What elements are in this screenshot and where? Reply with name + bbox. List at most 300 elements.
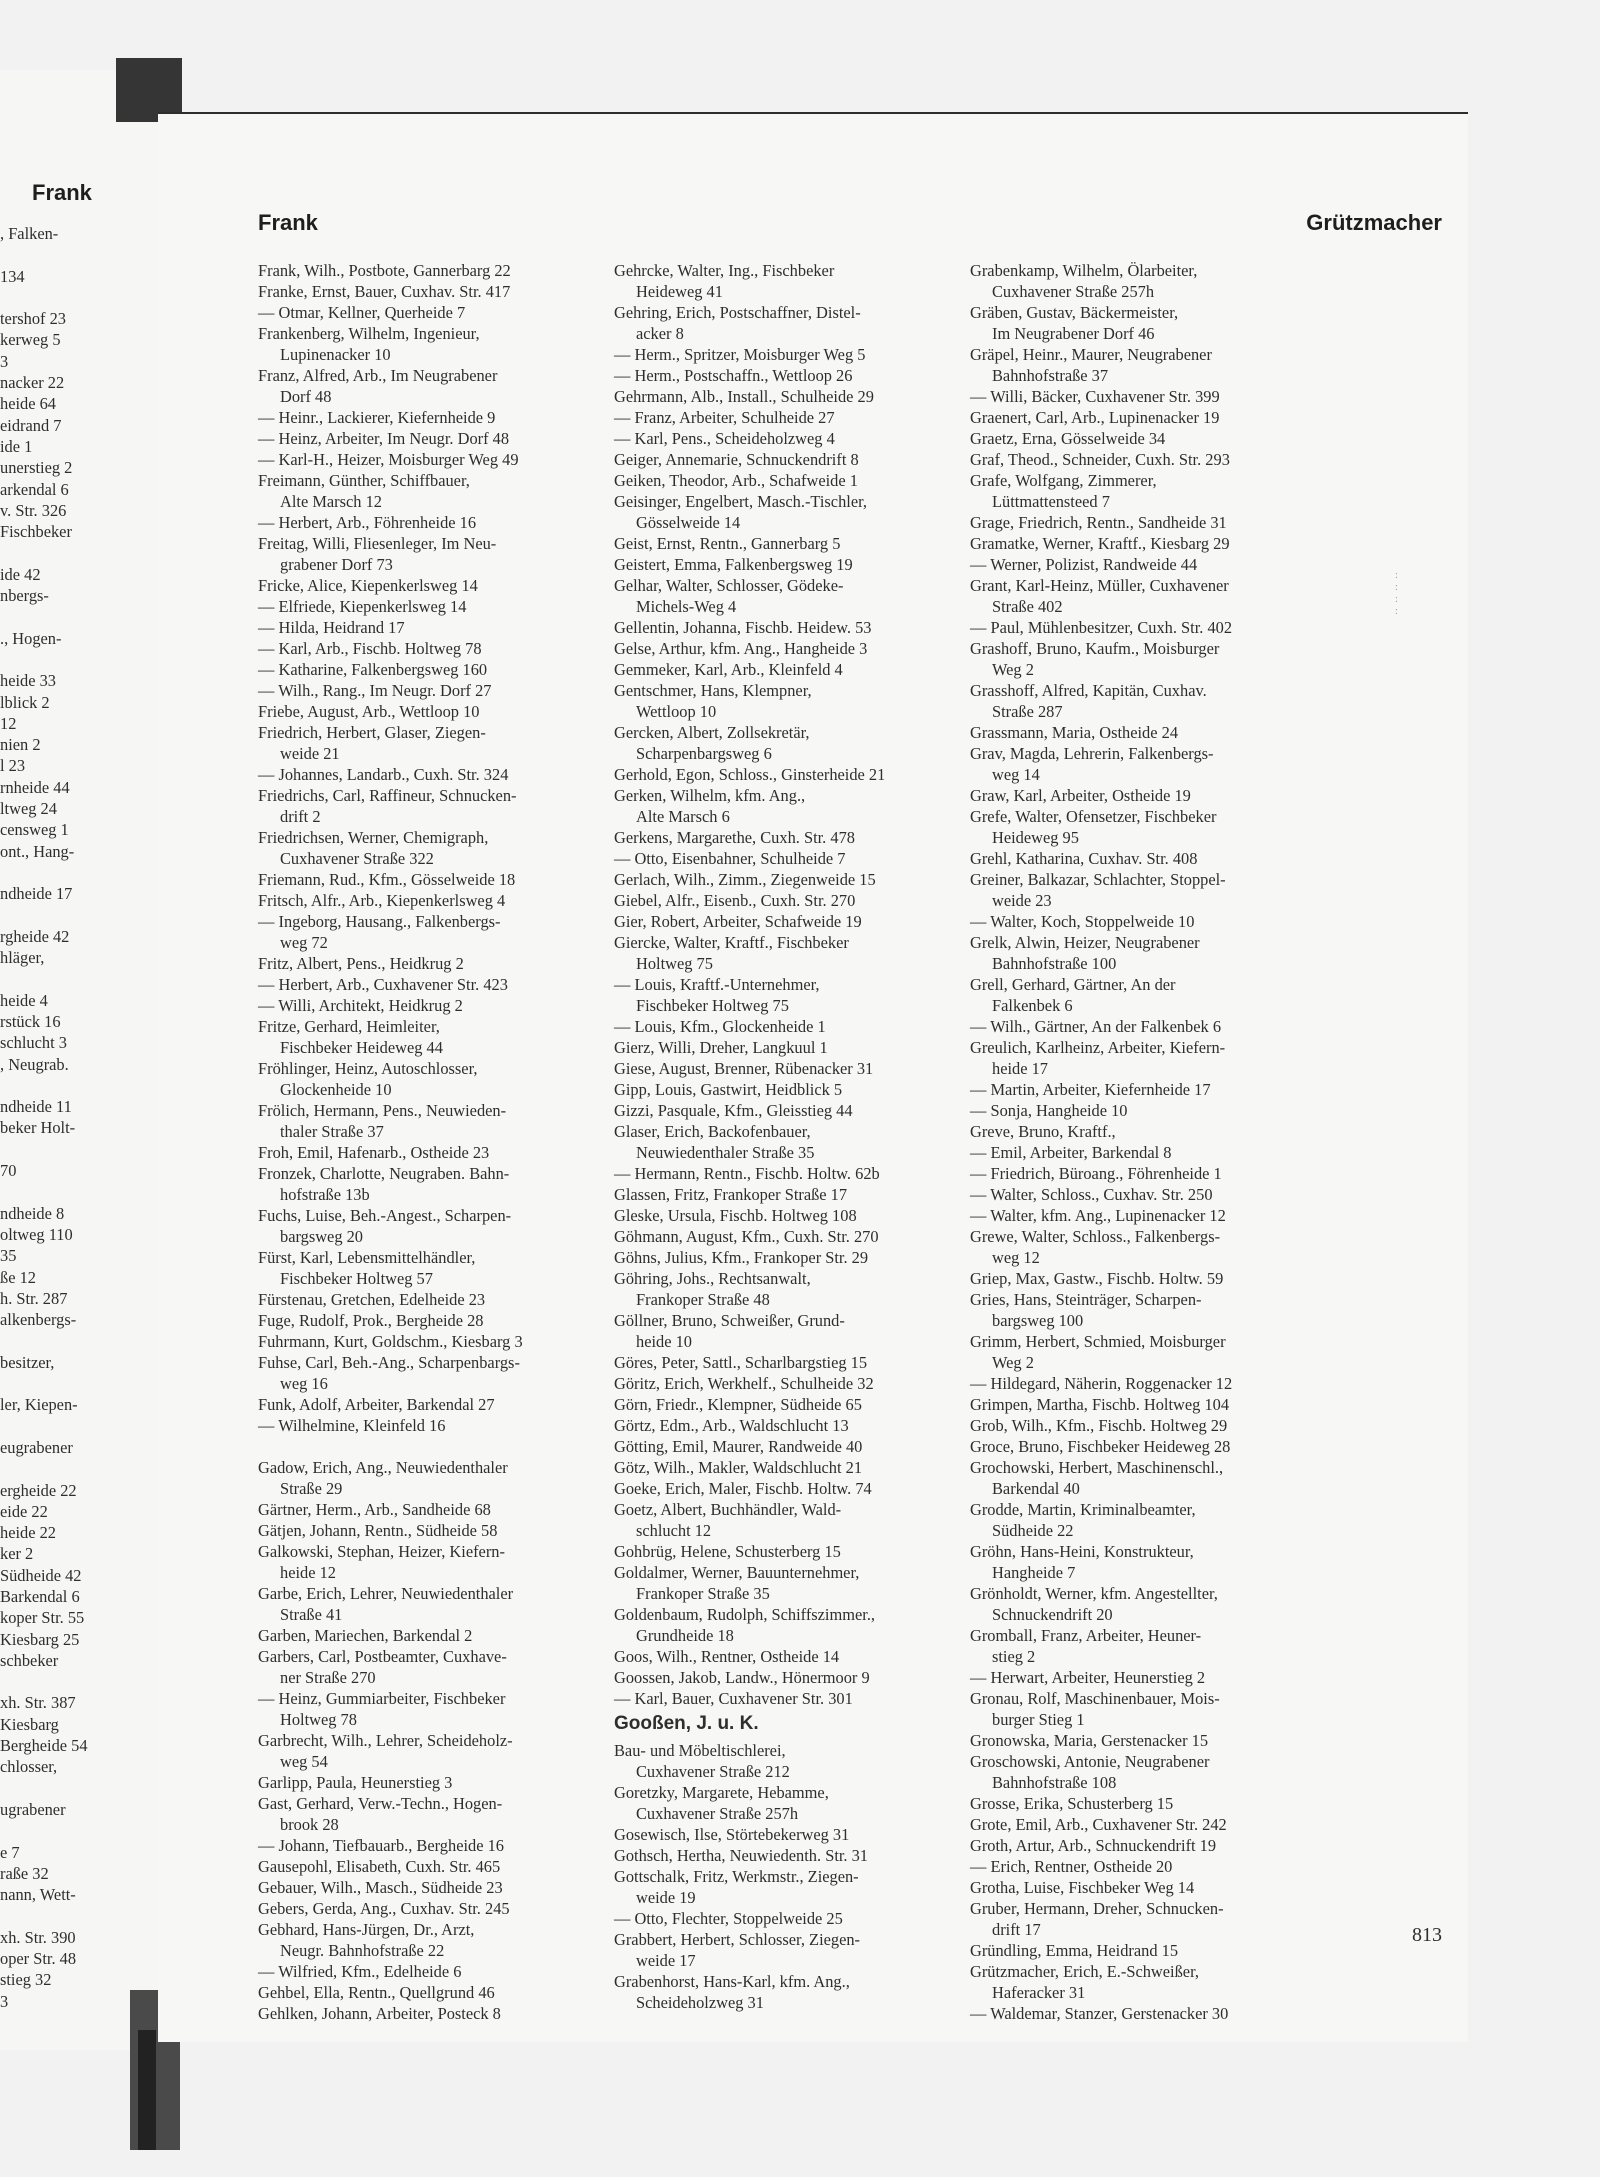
running-header-right: Grützmacher (1306, 210, 1442, 235)
entry-continuation: stieg 2 (992, 1647, 1036, 1666)
left-page-line: schlucht 3 (0, 1033, 67, 1053)
left-page-line: v. Str. 326 (0, 500, 67, 520)
entry-line: Gramatke, Werner, Kraftf., Kiesbarg 29 (970, 534, 1230, 553)
entry-line: — Heinz, Arbeiter, Im Neugr. Dorf 48 (258, 429, 510, 448)
entry-line: Gothsch, Hertha, Neuwiedenth. Str. 31 (614, 1846, 869, 1865)
directory-entry (614, 1394, 959, 1415)
directory-entry (614, 1866, 959, 1908)
left-page-line: 12 (0, 713, 17, 733)
entry-continuation: hofstraße 13b (280, 1185, 370, 1204)
directory-entry (970, 911, 1315, 932)
entry-line: Goetz, Albert, Buchhändler, Wald- (614, 1500, 842, 1519)
entry-line: — Katharine, Falkenbergsweg 160 (258, 660, 488, 679)
directory-entry (970, 1625, 1315, 1667)
directory-entry (970, 1814, 1315, 1835)
directory-entry (970, 638, 1315, 680)
entry-line: Gemmeker, Karl, Arb., Kleinfeld 4 (614, 660, 843, 679)
left-page-line (0, 1820, 158, 1841)
entry-line: Göres, Peter, Sattl., Scharlbargstieg 15 (614, 1353, 868, 1372)
entry-continuation: Neugr. Bahnhofstraße 22 (280, 1941, 445, 1960)
directory-entry (970, 1730, 1315, 1751)
entry-line: Gries, Hans, Steinträger, Scharpen- (970, 1290, 1202, 1309)
entry-continuation: Holtweg 75 (636, 954, 713, 973)
left-page-line (0, 1416, 158, 1437)
entry-line: — Paul, Mühlenbesitzer, Cuxh. Str. 402 (970, 618, 1233, 637)
entry-line (258, 1436, 603, 1457)
entry-continuation: Barkendal 40 (992, 1479, 1080, 1498)
directory-entry (614, 1226, 959, 1247)
directory-entry (258, 617, 603, 638)
entry-line: — Herm., Spritzer, Moisburger Weg 5 (614, 345, 866, 364)
directory-entry (258, 1457, 603, 1499)
left-page-line (0, 968, 158, 989)
directory-entry (614, 1436, 959, 1457)
directory-entry (970, 974, 1315, 1016)
page-number: 813 (1412, 1924, 1442, 1946)
entry-line: — Heinr., Lackierer, Kiefernheide 9 (258, 408, 496, 427)
directory-entry (614, 890, 959, 911)
directory-entry (258, 449, 603, 470)
left-page-line (0, 606, 158, 627)
directory-entry (258, 428, 603, 449)
directory-entry (614, 785, 959, 827)
directory-entry (970, 386, 1315, 407)
directory-entry (970, 428, 1315, 449)
directory-entry (970, 1961, 1315, 2003)
entry-continuation: Hangheide 7 (992, 1563, 1076, 1582)
left-page-line: alkenbergs- (0, 1310, 77, 1330)
entry-line: Grav, Magda, Lehrerin, Falkenbergs- (970, 744, 1214, 763)
entry-continuation: Michels-Weg 4 (636, 597, 737, 616)
left-page-line: Kiesbarg 25 (0, 1629, 80, 1649)
entry-continuation: bargsweg 20 (280, 1227, 364, 1246)
entry-line: Gelse, Arthur, kfm. Ang., Hangheide 3 (614, 639, 868, 658)
left-page-line: oltweg 110 (0, 1224, 73, 1244)
entry-line: Grützmacher, Erich, E.-Schweißer, (970, 1962, 1199, 1981)
binding-ribbon (138, 2030, 156, 2150)
left-page-line: , Neugrab. (0, 1054, 69, 1074)
left-page-line: beker Holt- (0, 1118, 76, 1138)
left-page-line (0, 1139, 158, 1160)
entry-line: Gätjen, Johann, Rentn., Südheide 58 (258, 1521, 498, 1540)
directory-entry (970, 302, 1315, 344)
left-page-line: Südheide 42 (0, 1565, 82, 1585)
directory-entry (258, 470, 603, 512)
directory-entry (258, 1247, 603, 1289)
directory-entry (258, 890, 603, 911)
directory-entry (970, 554, 1315, 575)
entry-line: Giebel, Alfr., Eisenb., Cuxh. Str. 270 (614, 891, 856, 910)
entry-line: Bau- und Möbeltischlerei, (614, 1741, 786, 1760)
directory-entry (258, 974, 603, 995)
entry-line: Gehring, Erich, Postschaffner, Distel- (614, 303, 861, 322)
directory-entry (614, 302, 959, 344)
left-page-text-column (0, 223, 158, 2012)
entry-line: Grant, Karl-Heinz, Müller, Cuxhavener (970, 576, 1229, 595)
entry-line: Grell, Gerhard, Gärtner, An der (970, 975, 1176, 994)
directory-entry (258, 1877, 603, 1898)
entry-line: Gronau, Rolf, Maschinenbauer, Mois- (970, 1689, 1220, 1708)
entry-line: Grönholdt, Werner, kfm. Angestellter, (970, 1584, 1218, 1603)
entry-line: Groth, Artur, Arb., Schnuckendrift 19 (970, 1836, 1217, 1855)
directory-entry (614, 638, 959, 659)
entry-continuation: heide 12 (280, 1563, 336, 1582)
entry-continuation: Cuxhavener Straße 257h (636, 1804, 799, 1823)
left-page-line (0, 1778, 158, 1799)
entry-line: Garbers, Carl, Postbeamter, Cuxhave- (258, 1647, 507, 1666)
directory-entry (258, 827, 603, 869)
entry-continuation: Alte Marsch 12 (280, 492, 382, 511)
directory-entry (970, 1415, 1315, 1436)
entry-line: Görtz, Edm., Arb., Waldschlucht 13 (614, 1416, 849, 1435)
directory-entry (258, 1898, 603, 1919)
directory-entry (614, 1929, 959, 1971)
entry-line: Gräben, Gustav, Bäckermeister, (970, 303, 1179, 322)
directory-column-2 (614, 260, 959, 2013)
entry-continuation: Schnuckendrift 20 (992, 1605, 1113, 1624)
directory-entry (614, 911, 959, 932)
left-page-header: Frank (32, 180, 92, 205)
entry-line: Gröhn, Hans-Heini, Konstrukteur, (970, 1542, 1194, 1561)
directory-entry (258, 869, 603, 890)
entry-line: — Herbert, Arb., Föhrenheide 16 (258, 513, 477, 532)
left-page-line: unerstieg 2 (0, 458, 73, 478)
entry-continuation: Dorf 48 (280, 387, 332, 406)
entry-continuation: Lupinenacker 10 (280, 345, 391, 364)
entry-line: Gipp, Louis, Gastwirt, Heidblick 5 (614, 1080, 843, 1099)
left-page-line: koper Str. 55 (0, 1608, 85, 1628)
left-page-line: xh. Str. 387 (0, 1693, 76, 1713)
entry-continuation: Bahnhofstraße 37 (992, 366, 1109, 385)
left-page-line: ugrabener (0, 1799, 66, 1819)
entry-line: Friemann, Rud., Kfm., Gösselweide 18 (258, 870, 516, 889)
entry-line: — Herbert, Arb., Cuxhavener Str. 423 (258, 975, 508, 994)
directory-entry (258, 1541, 603, 1583)
directory-entry (614, 1100, 959, 1121)
entry-line: — Herwart, Arbeiter, Heunerstieg 2 (970, 1668, 1206, 1687)
directory-entry (614, 1373, 959, 1394)
left-page-line: oper Str. 48 (0, 1949, 77, 1969)
entry-line: Gebhard, Hans-Jürgen, Dr., Arzt, (258, 1920, 475, 1939)
directory-entry (258, 1205, 603, 1247)
left-page-line: schbeker (0, 1650, 59, 1670)
directory-entry (614, 1478, 959, 1499)
entry-line: Gruber, Hermann, Dreher, Schnucken- (970, 1899, 1224, 1918)
entry-line: Gosewisch, Ilse, Störtebekerweg 31 (614, 1825, 850, 1844)
left-page-line: nien 2 (0, 735, 41, 755)
entry-continuation: Bahnhofstraße 108 (992, 1773, 1117, 1792)
entry-continuation: Fischbeker Holtweg 57 (280, 1269, 433, 1288)
left-page-line (0, 542, 158, 563)
entry-line: — Hildegard, Näherin, Roggenacker 12 (970, 1374, 1233, 1393)
entry-continuation: weg 16 (280, 1374, 328, 1393)
directory-entry (970, 806, 1315, 848)
entry-line: Grefe, Walter, Ofensetzer, Fischbeker (970, 807, 1217, 826)
directory-entry (258, 596, 603, 617)
entry-line: Gehlken, Johann, Arbeiter, Posteck 8 (258, 2004, 501, 2023)
left-page-line: Fischbeker (0, 522, 72, 542)
left-page-line: eidrand 7 (0, 415, 62, 435)
left-page-line (0, 1181, 158, 1202)
entry-line: Grewe, Walter, Schloss., Falkenbergs- (970, 1227, 1221, 1246)
entry-line: Graetz, Erna, Gösselweide 34 (970, 429, 1166, 448)
directory-entry (258, 1331, 603, 1352)
directory-entry (258, 1142, 603, 1163)
directory-entry (970, 1142, 1315, 1163)
entry-line: Gehbel, Ella, Rentn., Quellgrund 46 (258, 1983, 495, 2002)
entry-continuation: Cuxhavener Straße 322 (280, 849, 434, 868)
entry-continuation: weg 12 (992, 1248, 1040, 1267)
directory-entry (970, 449, 1315, 470)
entry-line: Goossen, Jakob, Landw., Hönermoor 9 (614, 1668, 870, 1687)
entry-line: — Walter, Schloss., Cuxhav. Str. 250 (970, 1185, 1213, 1204)
directory-entry (614, 1541, 959, 1562)
entry-line: — Karl, Bauer, Cuxhavener Str. 301 (614, 1689, 853, 1708)
left-page-line (0, 287, 158, 308)
left-page-line: nacker 22 (0, 373, 65, 393)
entry-line: Götting, Emil, Maurer, Randweide 40 (614, 1437, 863, 1456)
directory-entry (970, 1394, 1315, 1415)
left-page-line: hläger, (0, 948, 45, 968)
directory-entry (258, 638, 603, 659)
entry-line: Fröhlinger, Heinz, Autoschlosser, (258, 1059, 478, 1078)
directory-entry (258, 1058, 603, 1100)
entry-line: Friedrich, Herbert, Glaser, Ziegen- (258, 723, 486, 742)
directory-entry (614, 827, 959, 848)
entry-continuation: Scharpenbargsweg 6 (636, 744, 772, 763)
entry-continuation: Cuxhavener Straße 257h (992, 282, 1155, 301)
entry-line: Gast, Gerhard, Verw.-Techn., Hogen- (258, 1794, 503, 1813)
directory-entry (258, 1646, 603, 1688)
directory-entry (614, 554, 959, 575)
directory-column-3 (970, 260, 1315, 2024)
entry-continuation: grabener Dorf 73 (280, 555, 393, 574)
entry-line: — Louis, Kraftf.-Unternehmer, (614, 975, 820, 994)
left-page-line: ler, Kiepen- (0, 1395, 78, 1415)
entry-line: — Sonja, Hangheide 10 (970, 1101, 1128, 1120)
margin-specks: : : : : (1395, 570, 1398, 617)
directory-entry (970, 617, 1315, 638)
business-name: Gooßen, J. u. K. (614, 1713, 759, 1734)
entry-line: — Willi, Bäcker, Cuxhavener Str. 399 (970, 387, 1220, 406)
entry-continuation: Holtweg 78 (280, 1710, 357, 1729)
header-rule (158, 112, 1468, 114)
left-page-line: ide 42 (0, 564, 41, 584)
entry-line: Goos, Wilh., Rentner, Ostheide 14 (614, 1647, 840, 1666)
entry-line: — Karl, Pens., Scheideholzweg 4 (614, 429, 835, 448)
entry-continuation: burger Stieg 1 (992, 1710, 1085, 1729)
left-page-line: ndheide 11 (0, 1097, 72, 1117)
entry-line: Geistert, Emma, Falkenbergsweg 19 (614, 555, 853, 574)
directory-entry (614, 1058, 959, 1079)
left-page-line: censweg 1 (0, 820, 69, 840)
entry-line: Fuchs, Luise, Beh.-Angest., Scharpen- (258, 1206, 512, 1225)
entry-line: Groschowski, Antonie, Neugrabener (970, 1752, 1210, 1771)
directory-entry (970, 575, 1315, 617)
entry-line: — Wilh., Rang., Im Neugr. Dorf 27 (258, 681, 492, 700)
entry-line: Grosse, Erika, Schusterberg 15 (970, 1794, 1174, 1813)
directory-entry (614, 1971, 959, 2013)
entry-continuation: Bahnhofstraße 100 (992, 954, 1117, 973)
left-page-line (0, 649, 158, 670)
entry-line: Görn, Friedr., Klempner, Südheide 65 (614, 1395, 862, 1414)
directory-entry (258, 1835, 603, 1856)
entry-line: Göhmann, August, Kfm., Cuxh. Str. 270 (614, 1227, 879, 1246)
left-page-line: besitzer, (0, 1352, 55, 1372)
directory-entry (614, 1604, 959, 1646)
directory-entry (970, 1268, 1315, 1289)
entry-line: Friebe, August, Arb., Wettloop 10 (258, 702, 480, 721)
directory-entry (970, 785, 1315, 806)
entry-line: Gizzi, Pasquale, Kfm., Gleisstieg 44 (614, 1101, 853, 1120)
entry-continuation: Glockenheide 10 (280, 1080, 392, 1099)
entry-line: Frankenberg, Wilhelm, Ingenieur, (258, 324, 480, 343)
entry-line: Gehrcke, Walter, Ing., Fischbeker (614, 261, 835, 280)
entry-line: Griep, Max, Gastw., Fischb. Holtw. 59 (970, 1269, 1224, 1288)
entry-continuation: Straße 29 (280, 1479, 343, 1498)
entry-continuation: weide 17 (636, 1951, 696, 1970)
directory-entry (970, 869, 1315, 911)
directory-entry (614, 659, 959, 680)
entry-line: Gerhold, Egon, Schloss., Ginsterheide 21 (614, 765, 886, 784)
entry-line: — Otto, Flechter, Stoppelweide 25 (614, 1909, 843, 1928)
entry-line: Grassmann, Maria, Ostheide 24 (970, 723, 1179, 742)
entry-line: Franz, Alfred, Arb., Im Neugrabener (258, 366, 498, 385)
entry-continuation: weg 14 (992, 765, 1040, 784)
entry-line: — Friedrich, Büroang., Föhrenheide 1 (970, 1164, 1222, 1183)
directory-entry (258, 911, 603, 953)
entry-continuation: Fischbeker Holtweg 75 (636, 996, 789, 1015)
entry-continuation: Scheideholzweg 31 (636, 1993, 764, 2012)
directory-entry (258, 1415, 603, 1436)
directory-entry (614, 722, 959, 764)
directory-entry (614, 1079, 959, 1100)
left-page-line: Barkendal 6 (0, 1587, 80, 1606)
directory-entry (614, 1415, 959, 1436)
directory-entry (970, 1289, 1315, 1331)
directory-entry (258, 1583, 603, 1625)
left-page-line: arkendal 6 (0, 479, 69, 499)
directory-entry (614, 428, 959, 449)
entry-line: Franke, Ernst, Bauer, Cuxhav. Str. 417 (258, 282, 511, 301)
entry-line: — Waldemar, Stanzer, Gerstenacker 30 (970, 2004, 1229, 2023)
directory-entry (970, 512, 1315, 533)
directory-entry (970, 848, 1315, 869)
directory-entry (258, 1730, 603, 1772)
entry-continuation: Weg 2 (992, 1353, 1034, 1372)
directory-entry (970, 1940, 1315, 1961)
entry-line: Funk, Adolf, Arbeiter, Barkendal 27 (258, 1395, 495, 1414)
directory-entry (970, 1121, 1315, 1142)
left-page-line (0, 1905, 158, 1926)
directory-entry (258, 1499, 603, 1520)
directory-entry (258, 407, 603, 428)
directory-entry (614, 386, 959, 407)
directory-entry (970, 1499, 1315, 1541)
entry-line: Friedrichs, Carl, Raffineur, Schnucken- (258, 786, 517, 805)
entry-line: Garben, Mariechen, Barkendal 2 (258, 1626, 473, 1645)
entry-line: — Hilda, Heidrand 17 (258, 618, 405, 637)
directory-entry (614, 575, 959, 617)
directory-entry (970, 1184, 1315, 1205)
entry-line: Garbrecht, Wilh., Lehrer, Scheideholz- (258, 1731, 513, 1750)
entry-continuation: Neuwiedenthaler Straße 35 (636, 1143, 815, 1162)
entry-continuation: Fischbeker Heideweg 44 (280, 1038, 443, 1057)
directory-entry (970, 1751, 1315, 1793)
entry-line: — Heinz, Gummiarbeiter, Fischbeker (258, 1689, 506, 1708)
entry-continuation: weide 19 (636, 1888, 696, 1907)
entry-line: — Wilhelmine, Kleinfeld 16 (258, 1416, 446, 1435)
entry-continuation: Wettloop 10 (636, 702, 717, 721)
entry-line: Gercken, Albert, Zollsekretär, (614, 723, 810, 742)
entry-line: — Werner, Polizist, Randweide 44 (970, 555, 1198, 574)
entry-continuation: weg 54 (280, 1752, 328, 1771)
directory-entry (258, 365, 603, 407)
directory-entry (258, 953, 603, 974)
directory-entry (970, 1205, 1315, 1226)
directory-entry (258, 1625, 603, 1646)
directory-entry (614, 1457, 959, 1478)
directory-entry (970, 1541, 1315, 1583)
left-page-line: nann, Wett- (0, 1885, 76, 1905)
left-page-line: ide 1 (0, 436, 33, 456)
left-page-line: ndheide 17 (0, 884, 73, 904)
directory-entry (970, 1037, 1315, 1079)
entry-continuation: acker 8 (636, 324, 684, 343)
left-page-line (0, 244, 158, 265)
entry-line: Greiner, Balkazar, Schlachter, Stoppel- (970, 870, 1226, 889)
left-page-line: stieg 32 (0, 1970, 52, 1990)
left-page-line: rgheide 42 (0, 926, 70, 946)
directory-entry (258, 1688, 603, 1730)
directory-column-1 (258, 260, 603, 2024)
left-page-line: Bergheide 54 (0, 1736, 88, 1756)
entry-line: — Martin, Arbeiter, Kiefernheide 17 (970, 1080, 1211, 1099)
directory-entry (970, 470, 1315, 512)
entry-line: — Emil, Arbeiter, Barkendal 8 (970, 1143, 1172, 1162)
entry-continuation: weg 72 (280, 933, 328, 952)
entry-line: — Hermann, Rentn., Fischb. Holtw. 62b (614, 1164, 880, 1183)
entry-line: Gebauer, Wilh., Masch., Südheide 23 (258, 1878, 503, 1897)
directory-entry (970, 260, 1315, 302)
entry-continuation: heide 10 (636, 1332, 692, 1351)
entry-line: Galkowski, Stephan, Heizer, Kiefern- (258, 1542, 505, 1561)
directory-entry (970, 722, 1315, 743)
directory-entry (614, 1121, 959, 1163)
directory-entry (970, 407, 1315, 428)
directory-entry (258, 722, 603, 764)
left-page-line: heide 22 (0, 1523, 56, 1543)
entry-line: Grotha, Luise, Fischbeker Weg 14 (970, 1878, 1195, 1897)
directory-page (158, 112, 1468, 2042)
left-page-line: ße 12 (0, 1267, 36, 1287)
directory-entry (970, 533, 1315, 554)
left-page-line: 3 (0, 1991, 9, 2011)
directory-entry (614, 932, 959, 974)
left-page-line (0, 905, 158, 926)
entry-line: Göllner, Bruno, Schweißer, Grund- (614, 1311, 845, 1330)
entry-continuation: Grundheide 18 (636, 1626, 734, 1645)
entry-line: Geiger, Annemarie, Schnuckendrift 8 (614, 450, 859, 469)
entry-line: Graf, Theod., Schneider, Cuxh. Str. 293 (970, 450, 1230, 469)
entry-line: Grabbert, Herbert, Schlosser, Ziegen- (614, 1930, 861, 1949)
directory-entry (970, 1457, 1315, 1499)
left-page-fragment (0, 70, 158, 2050)
entry-line: Glassen, Fritz, Frankoper Straße 17 (614, 1185, 848, 1204)
directory-entry (614, 1824, 959, 1845)
entry-line: Geist, Ernst, Rentn., Gannerbarg 5 (614, 534, 841, 553)
entry-line: Götz, Wilh., Makler, Waldschlucht 21 (614, 1458, 863, 1477)
